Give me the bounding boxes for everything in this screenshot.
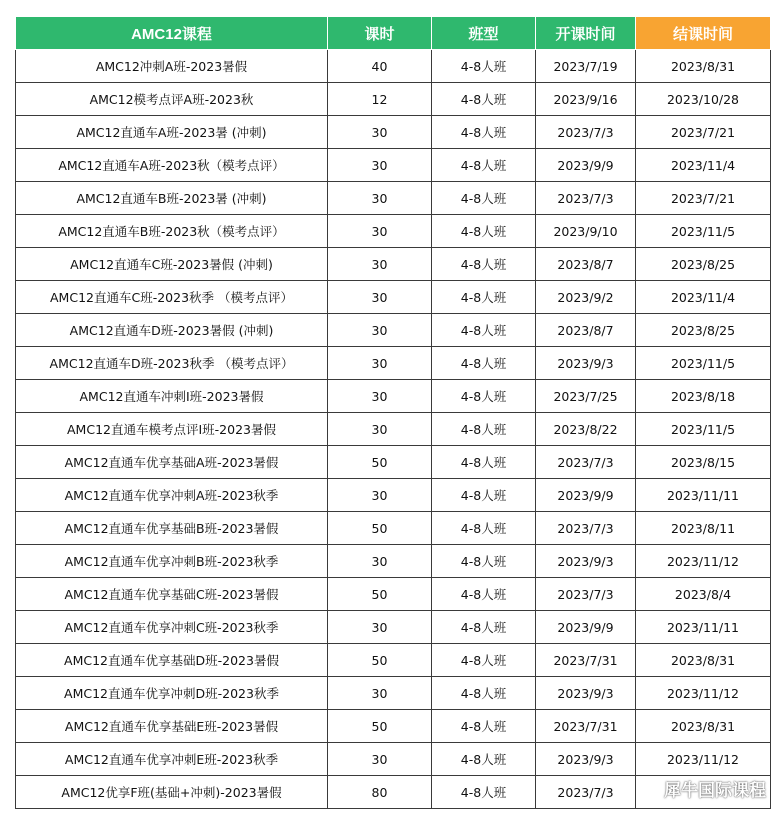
cell-start-date: 2023/7/25 (536, 380, 636, 413)
cell-class-type: 4-8人班 (432, 215, 536, 248)
cell-hours: 30 (328, 677, 432, 710)
cell-start-date: 2023/9/3 (536, 545, 636, 578)
cell-start-date: 2023/9/3 (536, 347, 636, 380)
cell-course-name: AMC12直通车优享基础C班-2023暑假 (16, 578, 328, 611)
cell-start-date: 2023/9/10 (536, 215, 636, 248)
table-row (16, 644, 771, 677)
cell-course-name: AMC12直通车模考点评I班-2023暑假 (16, 413, 328, 446)
cell-class-type: 4-8人班 (432, 611, 536, 644)
cell-course-name: AMC12直通车B班-2023秋（模考点评） (16, 215, 328, 248)
cell-end-date: 2023/11/11 (636, 479, 771, 512)
header-start-date: 开课时间 (536, 17, 636, 50)
cell-start-date: 2023/9/9 (536, 479, 636, 512)
cell-end-date: 2023/11/5 (636, 215, 771, 248)
course-schedule-table (15, 16, 771, 809)
table-row (16, 743, 771, 776)
cell-hours: 30 (328, 545, 432, 578)
cell-class-type: 4-8人班 (432, 281, 536, 314)
table-row (16, 281, 771, 314)
cell-end-date: 2023/8/15 (636, 446, 771, 479)
cell-end-date: 2023/10/28 (636, 83, 771, 116)
cell-end-date: 2023/11/12 (636, 743, 771, 776)
table-header-row (16, 17, 771, 50)
cell-end-date: 2023/11/5 (636, 347, 771, 380)
cell-start-date: 2023/7/3 (536, 776, 636, 809)
watermark-text: 犀牛国际课程 (664, 781, 766, 800)
table-row (16, 149, 771, 182)
table-row (16, 578, 771, 611)
cell-class-type: 4-8人班 (432, 380, 536, 413)
cell-start-date: 2023/7/19 (536, 50, 636, 83)
cell-course-name: AMC12直通车A班-2023秋（模考点评） (16, 149, 328, 182)
cell-end-date: 2023/7/21 (636, 116, 771, 149)
cell-hours: 30 (328, 215, 432, 248)
table-row (16, 611, 771, 644)
table-row (16, 116, 771, 149)
cell-start-date: 2023/7/31 (536, 710, 636, 743)
cell-end-date: 2023/8/31 (636, 644, 771, 677)
table-row (16, 545, 771, 578)
cell-hours: 30 (328, 314, 432, 347)
cell-start-date: 2023/9/16 (536, 83, 636, 116)
cell-hours: 30 (328, 611, 432, 644)
cell-course-name: AMC12冲刺A班-2023暑假 (16, 50, 328, 83)
cell-start-date: 2023/7/31 (536, 644, 636, 677)
table-row (16, 413, 771, 446)
cell-end-date: 2023/11/5 (636, 413, 771, 446)
cell-hours: 30 (328, 248, 432, 281)
cell-class-type: 4-8人班 (432, 446, 536, 479)
cell-class-type: 4-8人班 (432, 578, 536, 611)
cell-class-type: 4-8人班 (432, 149, 536, 182)
cell-class-type: 4-8人班 (432, 545, 536, 578)
cell-start-date: 2023/9/2 (536, 281, 636, 314)
header-class-type: 班型 (432, 17, 536, 50)
cell-end-date: 2023/8/25 (636, 314, 771, 347)
cell-course-name: AMC12直通车冲刺I班-2023暑假 (16, 380, 328, 413)
cell-end-date: 2023/8/31 (636, 50, 771, 83)
cell-end-date: 2023/11/4 (636, 281, 771, 314)
cell-course-name: AMC12直通车C班-2023暑假 (冲刺) (16, 248, 328, 281)
cell-class-type: 4-8人班 (432, 116, 536, 149)
table-row (16, 512, 771, 545)
cell-start-date: 2023/8/7 (536, 248, 636, 281)
cell-start-date: 2023/7/3 (536, 578, 636, 611)
cell-class-type: 4-8人班 (432, 83, 536, 116)
cell-hours: 50 (328, 578, 432, 611)
cell-class-type: 4-8人班 (432, 50, 536, 83)
cell-end-date: 2023/8/4 (636, 578, 771, 611)
cell-class-type: 4-8人班 (432, 743, 536, 776)
table-row (16, 314, 771, 347)
table-row (16, 50, 771, 83)
cell-course-name: AMC12直通车优享冲刺D班-2023秋季 (16, 677, 328, 710)
table-row (16, 182, 771, 215)
table-row (16, 776, 771, 809)
cell-class-type: 4-8人班 (432, 347, 536, 380)
cell-class-type: 4-8人班 (432, 776, 536, 809)
cell-start-date: 2023/8/22 (536, 413, 636, 446)
cell-hours: 30 (328, 743, 432, 776)
cell-course-name: AMC12直通车优享基础E班-2023暑假 (16, 710, 328, 743)
cell-hours: 50 (328, 644, 432, 677)
cell-course-name: AMC12直通车D班-2023秋季 （模考点评） (16, 347, 328, 380)
cell-course-name: AMC12直通车优享基础A班-2023暑假 (16, 446, 328, 479)
cell-start-date: 2023/9/9 (536, 149, 636, 182)
table-row (16, 248, 771, 281)
cell-end-date (636, 776, 771, 809)
cell-class-type: 4-8人班 (432, 314, 536, 347)
cell-end-date: 2023/11/12 (636, 545, 771, 578)
cell-course-name: AMC12直通车优享基础B班-2023暑假 (16, 512, 328, 545)
cell-end-date: 2023/11/4 (636, 149, 771, 182)
cell-start-date: 2023/9/3 (536, 677, 636, 710)
cell-hours: 30 (328, 347, 432, 380)
table-row (16, 446, 771, 479)
cell-class-type: 4-8人班 (432, 677, 536, 710)
cell-start-date: 2023/9/9 (536, 611, 636, 644)
cell-hours: 50 (328, 512, 432, 545)
cell-hours: 30 (328, 116, 432, 149)
cell-hours: 30 (328, 281, 432, 314)
table-row (16, 479, 771, 512)
cell-start-date: 2023/7/3 (536, 512, 636, 545)
cell-start-date: 2023/7/3 (536, 182, 636, 215)
cell-class-type: 4-8人班 (432, 413, 536, 446)
cell-start-date: 2023/7/3 (536, 446, 636, 479)
cell-course-name: AMC12直通车A班-2023暑 (冲刺) (16, 116, 328, 149)
table-row (16, 347, 771, 380)
cell-hours: 50 (328, 446, 432, 479)
cell-course-name: AMC12直通车优享冲刺B班-2023秋季 (16, 545, 328, 578)
table-row (16, 380, 771, 413)
table-row (16, 215, 771, 248)
cell-hours: 30 (328, 182, 432, 215)
cell-hours: 80 (328, 776, 432, 809)
cell-course-name: AMC12直通车优享冲刺E班-2023秋季 (16, 743, 328, 776)
cell-hours: 30 (328, 413, 432, 446)
cell-hours: 30 (328, 380, 432, 413)
cell-course-name: AMC12直通车优享基础D班-2023暑假 (16, 644, 328, 677)
cell-end-date: 2023/11/12 (636, 677, 771, 710)
cell-start-date: 2023/9/3 (536, 743, 636, 776)
cell-end-date: 2023/8/18 (636, 380, 771, 413)
cell-hours: 30 (328, 149, 432, 182)
cell-end-date: 2023/8/25 (636, 248, 771, 281)
table-row (16, 677, 771, 710)
cell-course-name: AMC12模考点评A班-2023秋 (16, 83, 328, 116)
cell-end-date: 2023/7/21 (636, 182, 771, 215)
cell-class-type: 4-8人班 (432, 479, 536, 512)
cell-class-type: 4-8人班 (432, 248, 536, 281)
cell-hours: 12 (328, 83, 432, 116)
cell-class-type: 4-8人班 (432, 644, 536, 677)
header-end-date: 结课时间 (636, 17, 771, 50)
cell-course-name: AMC12直通车D班-2023暑假 (冲刺) (16, 314, 328, 347)
cell-hours: 30 (328, 479, 432, 512)
header-course: AMC12课程 (16, 17, 328, 50)
cell-end-date: 2023/8/31 (636, 710, 771, 743)
cell-start-date: 2023/7/3 (536, 116, 636, 149)
cell-course-name: AMC12直通车优享冲刺C班-2023秋季 (16, 611, 328, 644)
cell-class-type: 4-8人班 (432, 182, 536, 215)
cell-course-name: AMC12优享F班(基础+冲刺)-2023暑假 (16, 776, 328, 809)
cell-end-date: 2023/8/11 (636, 512, 771, 545)
table-row (16, 710, 771, 743)
cell-hours: 40 (328, 50, 432, 83)
cell-class-type: 4-8人班 (432, 710, 536, 743)
cell-end-date: 2023/11/11 (636, 611, 771, 644)
header-hours: 课时 (328, 17, 432, 50)
cell-course-name: AMC12直通车优享冲刺A班-2023秋季 (16, 479, 328, 512)
cell-start-date: 2023/8/7 (536, 314, 636, 347)
cell-course-name: AMC12直通车B班-2023暑 (冲刺) (16, 182, 328, 215)
table-body (16, 50, 771, 809)
cell-hours: 50 (328, 710, 432, 743)
cell-class-type: 4-8人班 (432, 512, 536, 545)
table-row (16, 83, 771, 116)
cell-course-name: AMC12直通车C班-2023秋季 （模考点评） (16, 281, 328, 314)
